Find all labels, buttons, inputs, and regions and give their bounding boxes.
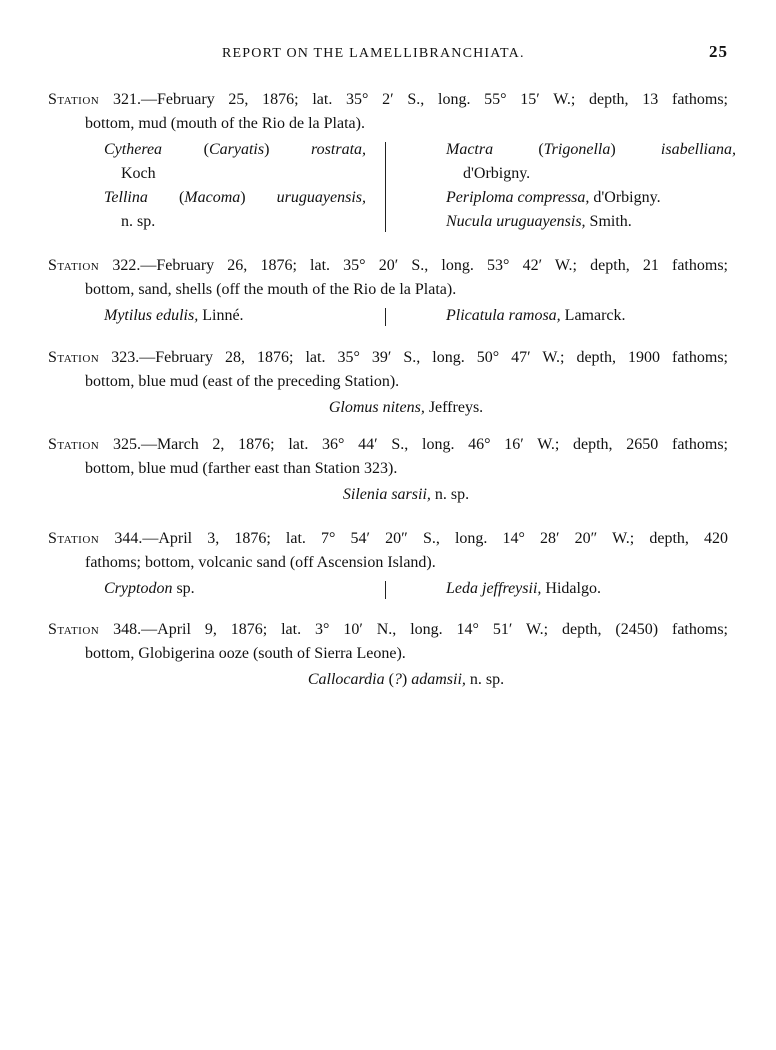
species-list — [48, 138, 736, 234]
station-header-line — [48, 346, 728, 370]
species-author: d'Orbigny. — [463, 165, 531, 182]
species-entry: Mytilus edulis, Linné. — [104, 307, 244, 324]
species-list — [48, 577, 728, 603]
species-column-right — [446, 138, 736, 234]
station-label: Station — [48, 436, 100, 453]
page-number: 25 — [709, 42, 728, 61]
species-entry: Tellina (Macoma) uruguayensis, — [104, 189, 366, 206]
station-323 — [48, 346, 728, 420]
station-bottom-line: bottom, mud (mouth of the Rio de la Plata). — [85, 115, 365, 132]
station-label: Station — [48, 621, 100, 638]
station-label: Station — [48, 530, 100, 547]
station-344 — [48, 527, 728, 603]
station-321 — [48, 88, 736, 234]
station-header-line — [48, 618, 728, 642]
station-details: 325.—March 2, 1876; lat. 36° 44′ S., long. 46° 16′ W.; depth, 2650 fathoms; — [99, 436, 728, 453]
station-325 — [48, 433, 728, 507]
station-details: 322.—February 26, 1876; lat. 35° 20′ S., long. 53° 42′ W.; depth, 21 fathoms; — [99, 257, 728, 274]
station-header-line — [48, 88, 728, 112]
station-header-line — [48, 433, 728, 457]
species-list — [48, 304, 728, 330]
station-details: 348.—April 9, 1876; lat. 3° 10′ N., long. 14° 51′ W.; depth, (2450) fathoms; — [99, 621, 728, 638]
species-entry: Silenia sarsii, n. sp. — [342, 486, 470, 503]
species-entry: Periploma compressa, d'Orbigny. — [446, 189, 661, 206]
station-details: 321.—February 25, 1876; lat. 35° 2′ S., long. 55° 15′ W.; depth, 13 fathoms; — [99, 91, 728, 108]
species-entry: Plicatula ramosa, Lamarck. — [446, 307, 626, 324]
column-divider — [385, 142, 386, 232]
station-details: 323.—February 28, 1876; lat. 35° 39′ S., long. 50° 47′ W.; depth, 1900 fathoms; — [99, 349, 728, 366]
station-bottom-line: bottom, Globigerina ooze (south of Sierra Leone). — [85, 645, 406, 662]
station-348 — [48, 618, 728, 692]
species-entry: Nucula uruguayensis, Smith. — [446, 213, 632, 230]
station-bottom-line: bottom, sand, shells (off the mouth of the Rio de la Plata). — [85, 281, 457, 298]
station-details: 344.—April 3, 1876; lat. 7° 54′ 20″ S., long. 14° 28′ 20″ W.; depth, 420 — [99, 530, 728, 547]
station-header-line — [48, 527, 728, 551]
species-entry: Cryptodon sp. — [104, 580, 195, 597]
species-column-left — [104, 138, 366, 234]
station-322 — [48, 254, 728, 330]
species-entry: Cytherea (Caryatis) rostrata, — [104, 141, 367, 158]
station-label: Station — [48, 257, 100, 274]
column-divider — [385, 308, 386, 326]
species-entry: Mactra (Trigonella) isabelliana, — [446, 141, 736, 158]
species-author: n. sp. — [121, 213, 156, 230]
station-label: Station — [48, 91, 100, 108]
species-entry: Leda jeffreysii, Hidalgo. — [446, 580, 601, 597]
station-bottom-line: fathoms; bottom, volcanic sand (off Ascension Island). — [85, 554, 436, 571]
species-author: Koch — [121, 165, 156, 182]
column-divider — [385, 581, 386, 599]
species-entry: Callocardia (?) adamsii, n. sp. — [307, 671, 505, 688]
species-entry: Glomus nitens, Jeffreys. — [328, 399, 484, 416]
station-bottom-line: bottom, blue mud (farther east than Station 323). — [85, 460, 398, 477]
station-bottom-line: bottom, blue mud (east of the preceding Station). — [85, 373, 400, 390]
station-label: Station — [48, 349, 100, 366]
station-header-line — [48, 254, 728, 278]
running-title: REPORT ON THE LAMELLIBRANCHIATA. — [222, 46, 525, 61]
